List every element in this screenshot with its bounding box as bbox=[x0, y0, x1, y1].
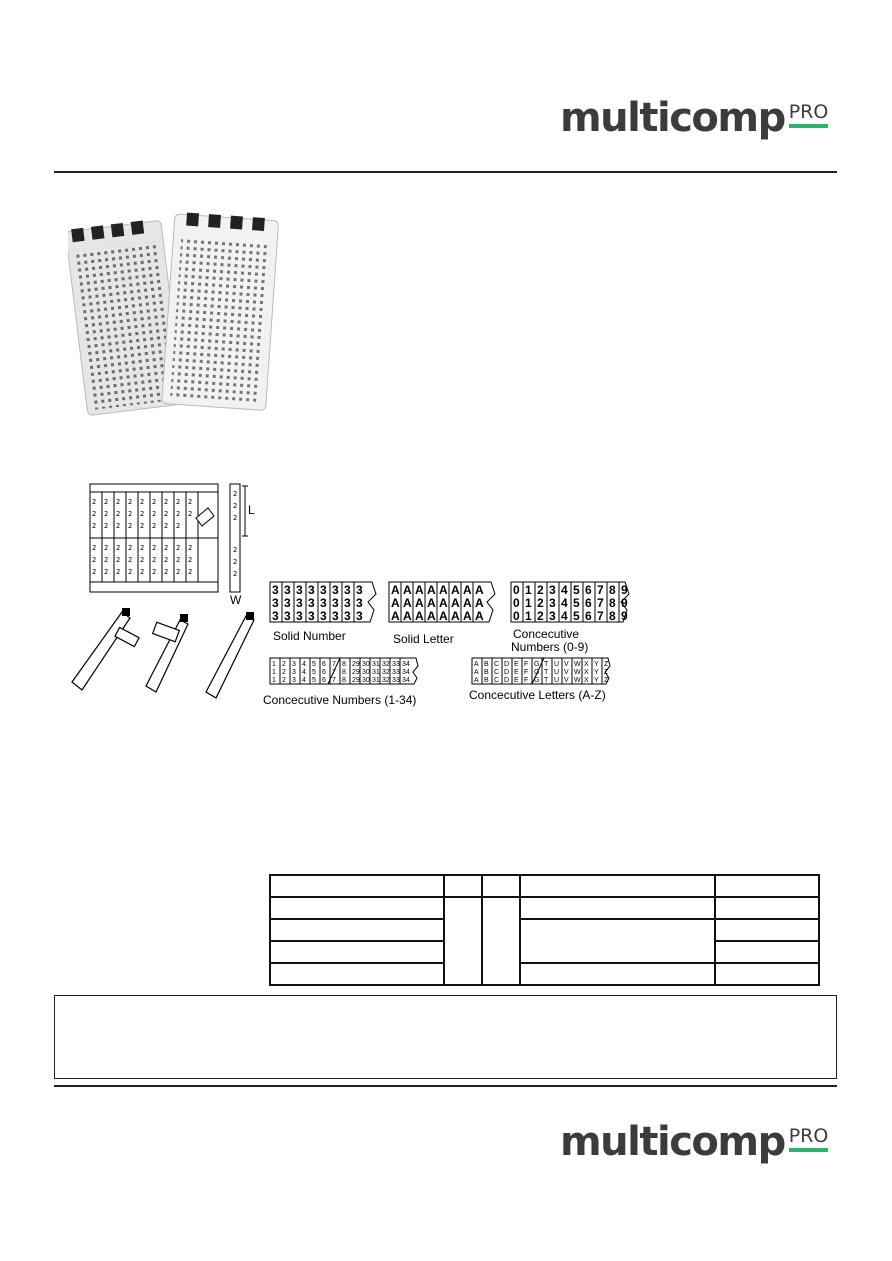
strip-char: 1 bbox=[272, 669, 276, 676]
strip-char: A bbox=[391, 596, 400, 610]
strip-char: 9 bbox=[621, 609, 628, 623]
strip-char: 5 bbox=[573, 583, 580, 597]
svg-text:2: 2 bbox=[116, 522, 121, 530]
strip-char: 32 bbox=[382, 661, 390, 668]
strip-char: 1 bbox=[525, 609, 532, 623]
consecutive-1-34-strip bbox=[268, 656, 420, 686]
strip-char: 3 bbox=[292, 677, 296, 684]
svg-text:2: 2 bbox=[233, 490, 238, 498]
table-cell bbox=[715, 897, 819, 919]
strip-char: 29 bbox=[352, 677, 360, 684]
svg-text:2: 2 bbox=[116, 556, 121, 564]
strip-char: A bbox=[415, 596, 424, 610]
svg-text:2: 2 bbox=[152, 498, 157, 506]
strip-char: 3 bbox=[356, 583, 363, 597]
strip-char: 4 bbox=[302, 669, 306, 676]
strip-char: 34 bbox=[402, 661, 410, 668]
table-cell bbox=[520, 875, 715, 897]
strip-char: 8 bbox=[609, 609, 616, 623]
svg-text:2: 2 bbox=[176, 522, 181, 530]
strip-char: W bbox=[574, 677, 581, 684]
svg-text:2: 2 bbox=[164, 556, 169, 564]
solid-letter-strip bbox=[387, 580, 497, 624]
strip-char: A bbox=[415, 583, 424, 597]
table-cell bbox=[444, 897, 482, 985]
solid-letter-label: Solid Letter bbox=[393, 632, 454, 646]
strip-char: 8 bbox=[609, 596, 616, 610]
logo-pro: PRO bbox=[789, 1125, 829, 1152]
strip-char: A bbox=[451, 583, 460, 597]
strip-char: 29 bbox=[352, 669, 360, 676]
svg-text:2: 2 bbox=[188, 556, 193, 564]
table-cell bbox=[270, 897, 444, 919]
strip-char: U bbox=[554, 669, 560, 676]
strip-char: E bbox=[514, 669, 519, 676]
svg-text:2: 2 bbox=[140, 510, 145, 518]
svg-text:2: 2 bbox=[92, 510, 97, 518]
svg-text:2: 2 bbox=[188, 544, 193, 552]
strip-char: D bbox=[504, 661, 510, 668]
strip-char: B bbox=[484, 669, 489, 676]
svg-text:2: 2 bbox=[104, 522, 109, 530]
table-cell bbox=[715, 875, 819, 897]
svg-text:2: 2 bbox=[92, 498, 97, 506]
strip-char: 31 bbox=[372, 661, 380, 668]
strip-char: 32 bbox=[382, 677, 390, 684]
table-cell bbox=[520, 963, 715, 985]
strip-char: 7 bbox=[597, 583, 604, 597]
strip-char: U bbox=[554, 677, 560, 684]
svg-text:2: 2 bbox=[233, 514, 238, 522]
strip-char: 0 bbox=[513, 583, 520, 597]
table-cell bbox=[520, 919, 715, 963]
solid-number-strip bbox=[268, 580, 378, 624]
strip-char: Z bbox=[604, 661, 609, 668]
strip-char: 3 bbox=[284, 583, 291, 597]
table-cell bbox=[482, 875, 520, 897]
strip-char: Y bbox=[594, 669, 599, 676]
logo-pro: PRO bbox=[789, 101, 829, 128]
strip-char: Z bbox=[604, 669, 609, 676]
strip-char: 3 bbox=[308, 596, 315, 610]
strip-char: 9 bbox=[621, 596, 628, 610]
solid-number-label: Solid Number bbox=[273, 629, 346, 643]
strip-char: 0 bbox=[513, 596, 520, 610]
strip-char: C bbox=[494, 661, 500, 668]
strip-char: 3 bbox=[549, 609, 556, 623]
svg-text:2: 2 bbox=[128, 568, 133, 576]
strip-char: T bbox=[544, 677, 549, 684]
strip-char: 30 bbox=[362, 669, 370, 676]
strip-char: D bbox=[504, 669, 510, 676]
strip-char: F bbox=[524, 677, 529, 684]
strip-char: 1 bbox=[272, 677, 276, 684]
strip-char: W bbox=[574, 669, 581, 676]
strip-char: A bbox=[403, 609, 412, 623]
svg-text:2: 2 bbox=[116, 510, 121, 518]
strip-char: 34 bbox=[402, 677, 410, 684]
strip-char: 3 bbox=[332, 609, 339, 623]
strip-char: A bbox=[439, 583, 448, 597]
svg-text:2: 2 bbox=[140, 498, 145, 506]
strip-char: A bbox=[427, 609, 436, 623]
strip-char: 3 bbox=[320, 583, 327, 597]
strip-char: 2 bbox=[282, 677, 286, 684]
strip-char: U bbox=[554, 661, 560, 668]
strip-char: 3 bbox=[308, 583, 315, 597]
strip-char: A bbox=[415, 609, 424, 623]
strip-char: X bbox=[584, 677, 589, 684]
svg-text:2: 2 bbox=[116, 498, 121, 506]
svg-text:2: 2 bbox=[164, 510, 169, 518]
strip-char: 3 bbox=[356, 609, 363, 623]
strip-char: 2 bbox=[282, 669, 286, 676]
table-cell bbox=[270, 919, 444, 941]
table-cell bbox=[482, 897, 520, 985]
strip-char: A bbox=[451, 609, 460, 623]
strip-char: V bbox=[564, 669, 569, 676]
strip-char: 32 bbox=[382, 669, 390, 676]
svg-text:2: 2 bbox=[104, 510, 109, 518]
strip-char: A bbox=[427, 583, 436, 597]
strip-char: 3 bbox=[272, 609, 279, 623]
strip-char: X bbox=[584, 669, 589, 676]
strip-char: 2 bbox=[537, 583, 544, 597]
strip-char: A bbox=[474, 677, 479, 684]
strip-char: T bbox=[544, 661, 549, 668]
strip-char: 3 bbox=[549, 583, 556, 597]
svg-text:2: 2 bbox=[152, 568, 157, 576]
note-box bbox=[54, 995, 837, 1079]
strip-char: 5 bbox=[312, 677, 316, 684]
strip-char: 3 bbox=[320, 609, 327, 623]
strip-char: T bbox=[544, 669, 549, 676]
consecutive-a-z-label: Concecutive Letters (A-Z) bbox=[469, 688, 606, 702]
strip-char: 7 bbox=[332, 677, 336, 684]
strip-char: A bbox=[463, 609, 472, 623]
strip-char: C bbox=[494, 669, 500, 676]
svg-text:2: 2 bbox=[188, 498, 193, 506]
strip-char: 29 bbox=[352, 661, 360, 668]
svg-text:2: 2 bbox=[92, 568, 97, 576]
strip-char: 31 bbox=[372, 669, 380, 676]
strip-char: 5 bbox=[312, 661, 316, 668]
svg-text:2: 2 bbox=[92, 556, 97, 564]
specification-table bbox=[269, 874, 820, 986]
strip-char: 4 bbox=[302, 661, 306, 668]
strip-char: 3 bbox=[296, 596, 303, 610]
strip-char: A bbox=[403, 596, 412, 610]
strip-char: A bbox=[403, 583, 412, 597]
svg-text:2: 2 bbox=[152, 556, 157, 564]
strip-char: 8 bbox=[342, 677, 346, 684]
strip-char: F bbox=[524, 661, 529, 668]
strip-char: 6 bbox=[322, 661, 326, 668]
table-cell bbox=[715, 963, 819, 985]
strip-char: V bbox=[564, 677, 569, 684]
strip-char: A bbox=[463, 596, 472, 610]
strip-char: 3 bbox=[356, 596, 363, 610]
svg-text:2: 2 bbox=[233, 546, 238, 554]
svg-text:2: 2 bbox=[128, 498, 133, 506]
product-photo bbox=[68, 205, 283, 420]
strip-char: 3 bbox=[296, 609, 303, 623]
table-cell bbox=[715, 919, 819, 941]
strip-char: 3 bbox=[332, 583, 339, 597]
strip-char: 3 bbox=[344, 596, 351, 610]
table-cell bbox=[270, 875, 444, 897]
svg-text:2: 2 bbox=[233, 570, 238, 578]
strip-char: 6 bbox=[585, 596, 592, 610]
svg-text:2: 2 bbox=[116, 544, 121, 552]
strip-char: 3 bbox=[296, 583, 303, 597]
strip-char: 1 bbox=[272, 661, 276, 668]
svg-text:2: 2 bbox=[140, 522, 145, 530]
strip-char: 3 bbox=[332, 596, 339, 610]
strip-char: B bbox=[484, 677, 489, 684]
svg-text:2: 2 bbox=[188, 510, 193, 518]
strip-char: A bbox=[474, 669, 479, 676]
strip-char: 3 bbox=[272, 583, 279, 597]
strip-char: A bbox=[475, 583, 484, 597]
strip-char: Y bbox=[594, 661, 599, 668]
svg-text:2: 2 bbox=[176, 498, 181, 506]
strip-char: 33 bbox=[392, 661, 400, 668]
svg-text:2: 2 bbox=[233, 502, 238, 510]
consecutive-0-9-strip bbox=[509, 580, 631, 624]
strip-char: 8 bbox=[609, 583, 616, 597]
strip-char: 3 bbox=[320, 596, 327, 610]
svg-text:2: 2 bbox=[92, 544, 97, 552]
strip-char: E bbox=[514, 661, 519, 668]
strip-char: 3 bbox=[284, 609, 291, 623]
strip-char: A bbox=[451, 596, 460, 610]
strip-char: 3 bbox=[292, 669, 296, 676]
strip-char: E bbox=[514, 677, 519, 684]
strip-char: 3 bbox=[292, 661, 296, 668]
strip-char: Y bbox=[594, 677, 599, 684]
strip-char: 34 bbox=[402, 669, 410, 676]
strip-char: 0 bbox=[513, 609, 520, 623]
svg-text:2: 2 bbox=[128, 522, 133, 530]
logo-wordmark: multicomp bbox=[560, 1119, 785, 1165]
strip-char: 31 bbox=[372, 677, 380, 684]
strip-char: A bbox=[439, 596, 448, 610]
consecutive-0-9-label-line2: Numbers (0-9) bbox=[511, 640, 589, 654]
strip-char: 3 bbox=[344, 609, 351, 623]
svg-text:2: 2 bbox=[92, 522, 97, 530]
application-drawing bbox=[68, 604, 263, 704]
svg-text:2: 2 bbox=[164, 522, 169, 530]
strip-char: 3 bbox=[308, 609, 315, 623]
strip-char: W bbox=[574, 661, 581, 668]
strip-char: 2 bbox=[537, 596, 544, 610]
strip-char: 3 bbox=[549, 596, 556, 610]
svg-text:2: 2 bbox=[128, 510, 133, 518]
svg-text:2: 2 bbox=[176, 568, 181, 576]
multicomp-pro-logo-footer bbox=[560, 1119, 829, 1165]
strip-char: A bbox=[475, 596, 484, 610]
strip-char: A bbox=[475, 609, 484, 623]
svg-text:2: 2 bbox=[140, 556, 145, 564]
strip-char: B bbox=[484, 661, 489, 668]
strip-char: 8 bbox=[342, 669, 346, 676]
svg-text:2: 2 bbox=[140, 568, 145, 576]
svg-text:2: 2 bbox=[164, 568, 169, 576]
svg-text:2: 2 bbox=[152, 544, 157, 552]
strip-char: F bbox=[524, 669, 529, 676]
strip-char: 3 bbox=[272, 596, 279, 610]
svg-text:2: 2 bbox=[104, 568, 109, 576]
consecutive-0-9-label-line1: Concecutive bbox=[513, 627, 580, 641]
strip-char: 9 bbox=[621, 583, 628, 597]
strip-char: 6 bbox=[585, 609, 592, 623]
strip-char: 30 bbox=[362, 661, 370, 668]
strip-char: A bbox=[463, 583, 472, 597]
strip-char: 33 bbox=[392, 677, 400, 684]
strip-char: 4 bbox=[561, 609, 568, 623]
marker-card-drawing bbox=[88, 482, 263, 607]
svg-text:2: 2 bbox=[152, 510, 157, 518]
svg-text:2: 2 bbox=[128, 544, 133, 552]
svg-text:2: 2 bbox=[152, 522, 157, 530]
strip-char: 33 bbox=[392, 669, 400, 676]
strip-char: 4 bbox=[302, 677, 306, 684]
svg-text:2: 2 bbox=[176, 544, 181, 552]
svg-text:2: 2 bbox=[176, 556, 181, 564]
footer-rule bbox=[54, 1085, 837, 1087]
strip-char: G bbox=[534, 661, 540, 668]
svg-text:2: 2 bbox=[233, 558, 238, 566]
strip-char: 5 bbox=[573, 609, 580, 623]
svg-text:2: 2 bbox=[128, 556, 133, 564]
table-cell bbox=[715, 941, 819, 963]
strip-char: 7 bbox=[597, 609, 604, 623]
dimension-w-label: W bbox=[230, 593, 242, 607]
strip-char: Z bbox=[604, 677, 609, 684]
svg-text:2: 2 bbox=[104, 544, 109, 552]
logo-wordmark: multicomp bbox=[560, 95, 785, 141]
svg-text:2: 2 bbox=[140, 544, 145, 552]
strip-char: 7 bbox=[332, 669, 336, 676]
multicomp-pro-logo-header bbox=[560, 95, 829, 141]
svg-text:2: 2 bbox=[164, 498, 169, 506]
header-rule bbox=[54, 171, 837, 173]
strip-char: A bbox=[391, 609, 400, 623]
consecutive-1-34-label: Concecutive Numbers (1-34) bbox=[263, 693, 417, 707]
strip-char: 30 bbox=[362, 677, 370, 684]
strip-char: V bbox=[564, 661, 569, 668]
strip-char: 2 bbox=[537, 609, 544, 623]
strip-char: 6 bbox=[322, 677, 326, 684]
table-cell bbox=[270, 963, 444, 985]
svg-text:2: 2 bbox=[116, 568, 121, 576]
strip-char: 2 bbox=[282, 661, 286, 668]
table-cell bbox=[520, 897, 715, 919]
strip-char: 4 bbox=[561, 596, 568, 610]
svg-text:2: 2 bbox=[164, 544, 169, 552]
svg-text:2: 2 bbox=[104, 556, 109, 564]
strip-char: 8 bbox=[342, 661, 346, 668]
strip-char: 3 bbox=[344, 583, 351, 597]
strip-char: C bbox=[494, 677, 500, 684]
strip-char: A bbox=[474, 661, 479, 668]
strip-char: D bbox=[504, 677, 510, 684]
svg-text:2: 2 bbox=[104, 498, 109, 506]
table-cell bbox=[270, 941, 444, 963]
strip-char: 5 bbox=[312, 669, 316, 676]
strip-char: A bbox=[391, 583, 400, 597]
strip-char: 6 bbox=[585, 583, 592, 597]
table-cell bbox=[444, 875, 482, 897]
strip-char: 5 bbox=[573, 596, 580, 610]
strip-char: 7 bbox=[332, 661, 336, 668]
strip-char: G bbox=[534, 669, 540, 676]
strip-char: 1 bbox=[525, 583, 532, 597]
strip-char: 7 bbox=[597, 596, 604, 610]
strip-char: 6 bbox=[322, 669, 326, 676]
dimension-l-label: L bbox=[248, 503, 255, 517]
strip-char: A bbox=[439, 609, 448, 623]
consecutive-a-z-strip bbox=[470, 656, 612, 686]
strip-char: X bbox=[584, 661, 589, 668]
strip-char: 1 bbox=[525, 596, 532, 610]
strip-char: 3 bbox=[284, 596, 291, 610]
strip-char: G bbox=[534, 677, 540, 684]
strip-char: 4 bbox=[561, 583, 568, 597]
svg-text:2: 2 bbox=[176, 510, 181, 518]
strip-char: A bbox=[427, 596, 436, 610]
svg-text:2: 2 bbox=[188, 568, 193, 576]
